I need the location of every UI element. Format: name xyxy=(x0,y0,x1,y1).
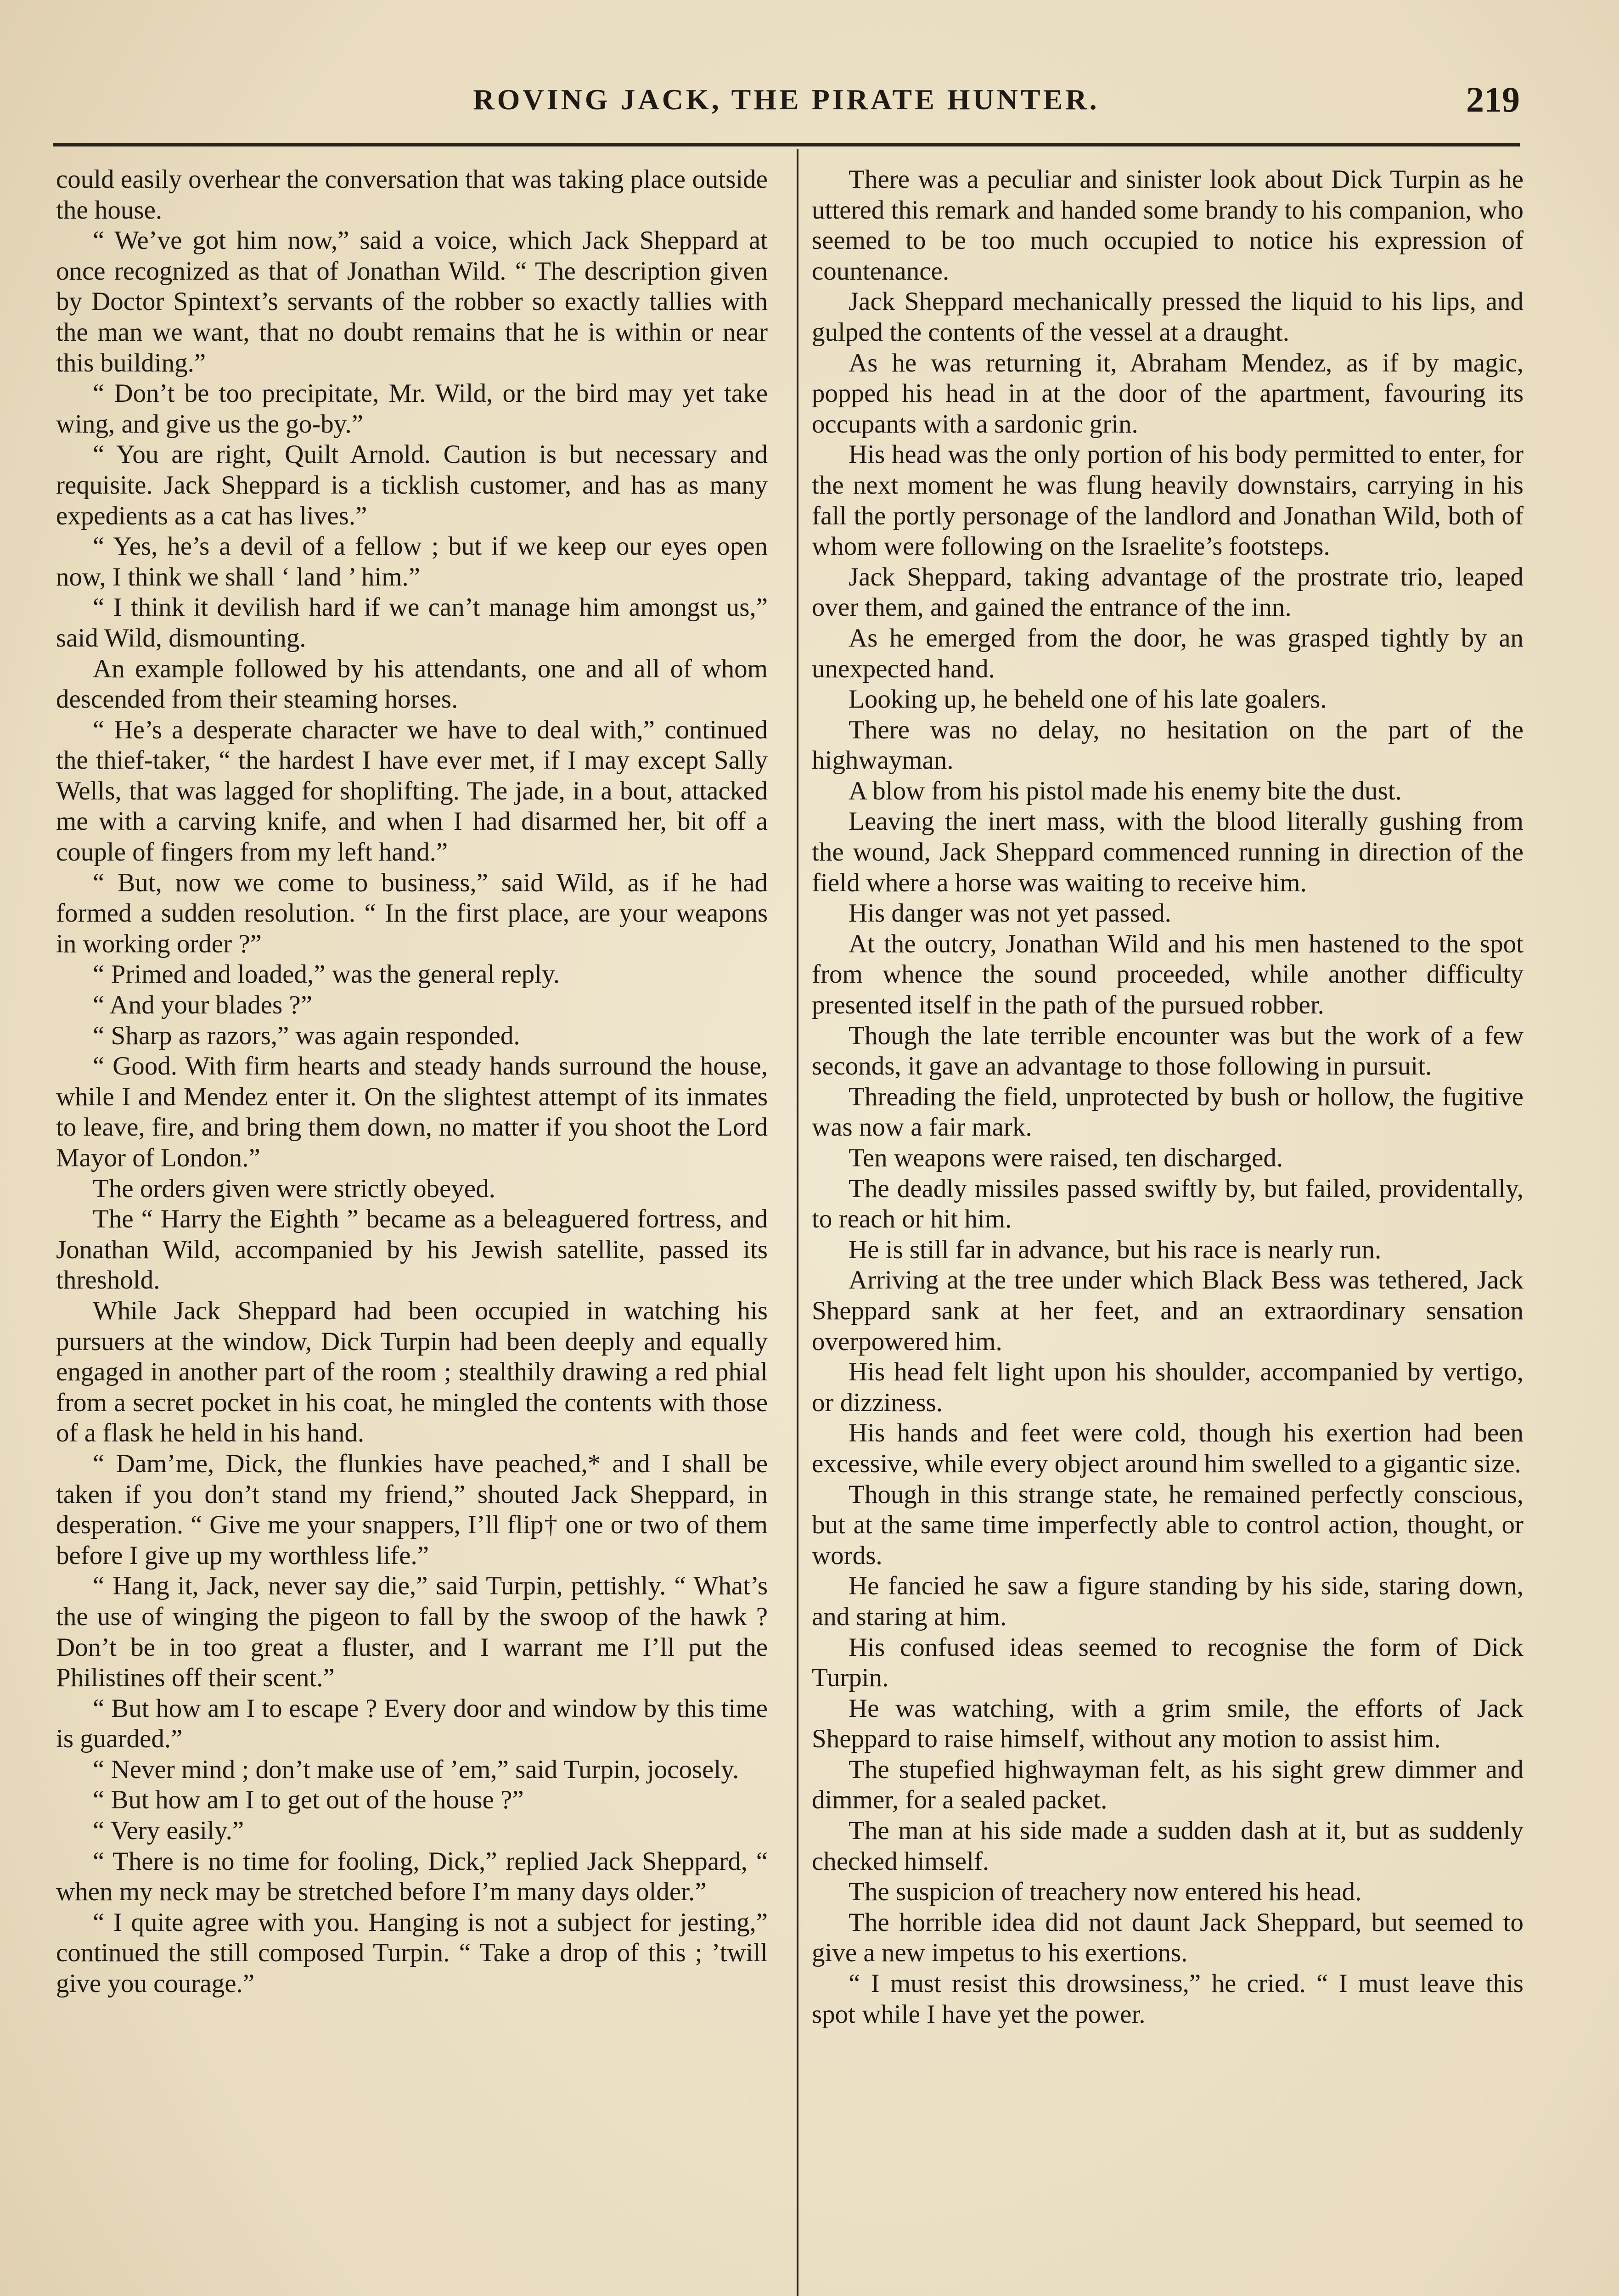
paragraph: “ He’s a desperate character we have to deal with,” continued the thief-taker, “ the hardest I have ever met, if I may except Sally Wells, that was lagged for shoplifting. The jade, in a bout, attacked me with a carving knife, and when I had disarmed her, bit off a couple of fingers from my left hand.” xyxy=(56,715,768,867)
paragraph: “ Don’t be too precipitate, Mr. Wild, or the bird may yet take wing, and give us the go-by.” xyxy=(56,379,768,439)
paragraph: “ Yes, he’s a devil of a fellow ; but if we keep our eyes open now, I think we shall ‘ land ’ him.” xyxy=(56,532,768,591)
paragraph: The stupefied highwayman felt, as his sight grew dimmer and dimmer, for a sealed packet. xyxy=(812,1755,1523,1815)
page-header xyxy=(53,69,1520,129)
paragraph: As he was returning it, Abraham Mendez, as if by magic, popped his head in at the door of the apartment, favouring its occupants with a sardonic grin. xyxy=(812,348,1523,439)
paragraph: He was watching, with a grim smile, the efforts of Jack Sheppard to raise himself, without any motion to assist him. xyxy=(812,1694,1523,1754)
paragraph: “ And your blades ?” xyxy=(93,990,313,1020)
paragraph: There was a peculiar and sinister look about Dick Turpin as he uttered this remark and handed some brandy to his companion, who seemed to be too much occupied to notice his expression of countenance. xyxy=(812,165,1523,286)
paragraph: “ But how am I to escape ? Every door and window by this time is guarded.” xyxy=(56,1694,768,1754)
paragraph: Jack Sheppard, taking advantage of the prostrate trio, leaped over them, and gained the entrance of the inn. xyxy=(812,562,1523,622)
paragraph: His danger was not yet passed. xyxy=(849,899,1171,928)
left-column xyxy=(56,164,768,1999)
paragraph: “ You are right, Quilt Arnold. Caution is but necessary and requisite. Jack Sheppard is a ticklish customer, and has as many expedients as a cat has lives.” xyxy=(56,440,768,530)
paragraph: “ Hang it, Jack, never say die,” said Turpin, pettishly. “ What’s the use of winging the pigeon to fall by the swoop of the hawk ? Don’t be in too great a fluster, and I warrant me I’ll put the Philistines off their scent.” xyxy=(56,1571,768,1693)
page-number: 219 xyxy=(1466,79,1520,119)
paragraph: His confused ideas seemed to recognise the form of Dick Turpin. xyxy=(812,1632,1523,1693)
paragraph: The suspicion of treachery now entered his head. xyxy=(849,1877,1362,1907)
paragraph: He fancied he saw a figure standing by his side, staring down, and staring at him. xyxy=(812,1571,1523,1631)
paragraph: “ There is no time for fooling, Dick,” replied Jack Sheppard, “ when my neck may be stretched before I’m many days older.” xyxy=(56,1846,768,1907)
paragraph: “ But how am I to get out of the house ?” xyxy=(93,1785,524,1815)
paragraph: The “ Harry the Eighth ” became as a beleaguered fortress, and Jonathan Wild, accompanied by his Jewish satellite, passed its threshold. xyxy=(56,1204,768,1295)
paragraph: There was no delay, no hesitation on the part of the highwayman. xyxy=(812,715,1523,775)
paragraph: The horrible idea did not daunt Jack Sheppard, but seemed to give a new impetus to his exertions. xyxy=(812,1908,1523,1968)
paragraph: “ Primed and loaded,” was the general reply. xyxy=(93,960,560,989)
paragraph: A blow from his pistol made his enemy bite the dust. xyxy=(849,776,1402,805)
paragraph: Ten weapons were raised, ten discharged. xyxy=(849,1143,1283,1172)
header-rule xyxy=(53,143,1520,146)
paragraph: The orders given were strictly obeyed. xyxy=(93,1174,495,1203)
paragraph: “ I must resist this drowsiness,” he cried. “ I must leave this spot while I have yet the power. xyxy=(812,1969,1523,2029)
paragraph: His hands and feet were cold, though his exertion had been excessive, while every object around him swelled to a gigantic size. xyxy=(812,1418,1523,1478)
paragraph: Though in this strange state, he remained perfectly conscious, but at the same time imperfectly able to control action, thought, or words. xyxy=(812,1480,1523,1570)
paragraph: While Jack Sheppard had been occupied in watching his pursuers at the window, Dick Turpin had been deeply and equally engaged in another part of the room ; stealthily drawing a red phial from a secret pocket in his coat, he mingled the contents with those of a flask he held in his hand. xyxy=(56,1296,768,1448)
paragraph: At the outcry, Jonathan Wild and his men hastened to the spot from whence the sound proceeded, while another difficulty presented itself in the path of the pursued robber. xyxy=(812,929,1523,1020)
paragraph: “ We’ve got him now,” said a voice, which Jack Sheppard at once recognized as that of Jonathan Wild. “ The description given by Doctor Spintext’s servants of the robber so exactly tallies with the man we want, that no doubt remains that he is within or near this building.” xyxy=(56,226,768,377)
paragraph: As he emerged from the door, he was grasped tightly by an unexpected hand. xyxy=(812,623,1523,683)
paragraph: “ Dam’me, Dick, the flunkies have peached,* and I shall be taken if you don’t stand my friend,” shouted Jack Sheppard, in desperation. “ Give me your snappers, I’ll flip† one or two of them before I give up my worthless life.” xyxy=(56,1449,768,1570)
paragraph: An example followed by his attendants, one and all of whom descended from their steaming horses. xyxy=(56,654,768,714)
column-divider xyxy=(797,149,798,2296)
paragraph: His head felt light upon his shoulder, accompanied by vertigo, or dizziness. xyxy=(812,1357,1523,1417)
paragraph: “ Sharp as razors,” was again responded. xyxy=(93,1021,520,1050)
paragraph: “ I think it devilish hard if we can’t manage him amongst us,” said Wild, dismounting. xyxy=(56,593,768,653)
paragraph: Though the late terrible encounter was but the work of a few seconds, it gave an advantage to those following in pursuit. xyxy=(812,1021,1523,1081)
right-column xyxy=(812,164,1523,2030)
paragraph: “ Good. With firm hearts and steady hands surround the house, while I and Mendez enter it. On the slightest attempt of its inmates to leave, fire, and bring them down, no matter if you shoot the Lord Mayor of London.” xyxy=(56,1052,768,1172)
paragraph: The deadly missiles passed swiftly by, but failed, providentally, to reach or hit him. xyxy=(812,1174,1523,1234)
paragraph: “ I quite agree with you. Hanging is not a subject for jesting,” continued the still composed Turpin. “ Take a drop of this ; ’twill give you courage.” xyxy=(56,1908,768,1998)
paragraph: Looking up, he beheld one of his late goalers. xyxy=(849,685,1327,714)
paragraph: Leaving the inert mass, with the blood literally gushing from the wound, Jack Sheppard commenced running in direction of the field where a horse was waiting to receive him. xyxy=(812,807,1523,897)
paragraph: Arriving at the tree under which Black Bess was tethered, Jack Sheppard sank at her feet, and an extraordinary sensation overpowered him. xyxy=(812,1266,1523,1356)
paragraph: “ Never mind ; don’t make use of ’em,” said Turpin, jocosely. xyxy=(93,1755,739,1784)
paragraph: The man at his side made a sudden dash at it, but as suddenly checked himself. xyxy=(812,1816,1523,1876)
paragraph: Threading the field, unprotected by bush or hollow, the fugitive was now a fair mark. xyxy=(812,1082,1523,1142)
paragraph: He is still far in advance, but his race is nearly run. xyxy=(849,1235,1382,1264)
paragraph: could easily overhear the conversation that was taking place outside the house. xyxy=(56,165,768,225)
paragraph: His head was the only portion of his body permitted to enter, for the next moment he was flung heavily downstairs, carrying in his fall the portly personage of the landlord and Jonathan Wild, both of whom were following on the Israelite’s footsteps. xyxy=(812,440,1523,561)
paragraph: “ Very easily.” xyxy=(93,1816,244,1846)
paragraph: “ But, now we come to business,” said Wild, as if he had formed a sudden resolution. “ In the first place, are your weapons in working order ?” xyxy=(56,868,768,958)
running-title: ROVING JACK, THE PIRATE HUNTER. xyxy=(473,83,1100,116)
paragraph: Jack Sheppard mechanically pressed the liquid to his lips, and gulped the contents of the vessel at a draught. xyxy=(812,287,1523,347)
